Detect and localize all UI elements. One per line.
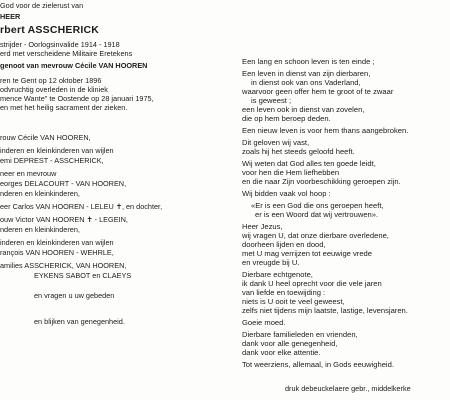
verse-line: en die naar Zijn voorbeschikking geroepen zijn. [242, 177, 401, 186]
mourner-line: emi DEPREST - ASSCHERICK, [0, 156, 104, 165]
verse-line: doorheen lijden en dood, [242, 240, 326, 249]
verse-line: Een lang en schoon leven is ten einde ; [242, 57, 375, 66]
verse-line: wij vragen U, dat onze dierbare overledene, [242, 231, 389, 240]
military-honors: erd met verscheidene Militaire Eretekens [0, 49, 133, 58]
intro-line: God voor de zielerust van [0, 1, 84, 10]
verse-line: Heer Jezus, [242, 222, 283, 231]
mourner-line: nderen en kleinkinderen, [0, 225, 80, 234]
verse-line: Een leven in dienst van zijn dierbaren, [242, 69, 371, 78]
families-line: amilies ASSCHERICK, VAN HOOREN, [0, 261, 127, 270]
verse-line: zoals hij het steeds geloofd heeft. [242, 147, 355, 156]
verse-line: dank voor elke attentie. [242, 348, 321, 357]
verse-line: een leven ook in dienst van zovelen, [242, 105, 365, 114]
mourner-line: rouw Cécile VAN HOOREN, [0, 133, 91, 142]
verse-line: die op hem beroep deden. [242, 114, 331, 123]
deceased-name: rbert ASSCHERICK [0, 24, 100, 36]
mourner-line: eer Carlos VAN HOOREN - LELEU ✝, en dochter, [0, 202, 163, 211]
mourner-line: neer en mevrouw [0, 169, 57, 178]
mourner-line: eorges DELACOURT - VAN HOOREN, [0, 179, 127, 188]
verse-line: «Er is een God die ons geroepen heeft, [251, 201, 384, 210]
verse-line: er is een Woord dat wij vertrouwen». [255, 210, 379, 219]
verse-line: Een nieuw leven is voor hem thans aangebroken. [242, 126, 409, 135]
military-title: strijder - Oorlogsinvalide 1914 - 1918 [0, 40, 120, 49]
request-line: en vragen u uw gebeden [34, 291, 115, 300]
spouse-line: genoot van mevrouw Cécile VAN HOOREN [0, 61, 148, 70]
verse-line: en vreugde bij U. [242, 258, 300, 267]
printer-credit: druk debeuckelaere gebr., middelkerke [285, 384, 411, 393]
verse-line: Tot weerziens, allemaal, in Gods eeuwigheid. [242, 360, 394, 369]
verse-line: dank voor alle genegenheid, [242, 339, 338, 348]
death-place-line: mence Wante" te Oostende op 28 januari 1975, [0, 94, 154, 103]
verse-line: in dienst ook van ons Vaderland, [251, 78, 361, 87]
mourner-line: nderen en kleinkinderen, [0, 189, 80, 198]
mourner-line: inderen en kleinkinderen van wijlen [0, 146, 114, 155]
verse-line: Dierbare familieleden en vrienden, [242, 330, 358, 339]
verse-line: Dierbare echtgenote, [242, 270, 313, 279]
death-line: odvruchtig overleden in de kliniek [0, 85, 108, 94]
mourner-line: ouw Victor VAN HOOREN ✝ - LEGEIN, [0, 215, 128, 224]
verse-line: voor hen die Hem liefhebben [242, 168, 340, 177]
request-line: en blijken van genegenheid. [34, 317, 125, 326]
birth-line: ren te Gent op 12 oktober 1896 [0, 76, 102, 85]
verse-line: waarvoor geen offer hem te groot of te zwaar [242, 87, 394, 96]
verse-line: met U mag verrijzen tot eeuwige vrede [242, 249, 372, 258]
mourner-line: inderen en kleinkinderen van wijlen [0, 238, 114, 247]
verse-line: Dit geloven wij vast, [242, 138, 310, 147]
verse-line: Goeie moed. [242, 318, 286, 327]
verse-line: Wij bidden vaak vol hoop : [242, 189, 331, 198]
verse-line: Wij weten dat God alles ten goede leidt, [242, 159, 376, 168]
verse-line: zelfs niet tijdens mijn laatste, lastige, levensjaren. [242, 306, 408, 315]
mourner-line: rançois VAN HOOREN - WEHRLE, [0, 248, 114, 257]
verse-line: niets is U ooit te veel geweest, [242, 297, 345, 306]
sacrament-line: en met het heilig sacrament der zieken. [0, 103, 128, 112]
verse-line: van liefde en toewijding : [242, 288, 326, 297]
families-line: EYKENS SABOT en CLAEYS [34, 271, 132, 280]
verse-line: ik dank U heel oprecht voor die vele jaren [242, 279, 382, 288]
honorific: HEER [0, 12, 21, 21]
verse-line: is geweest ; [251, 96, 292, 105]
